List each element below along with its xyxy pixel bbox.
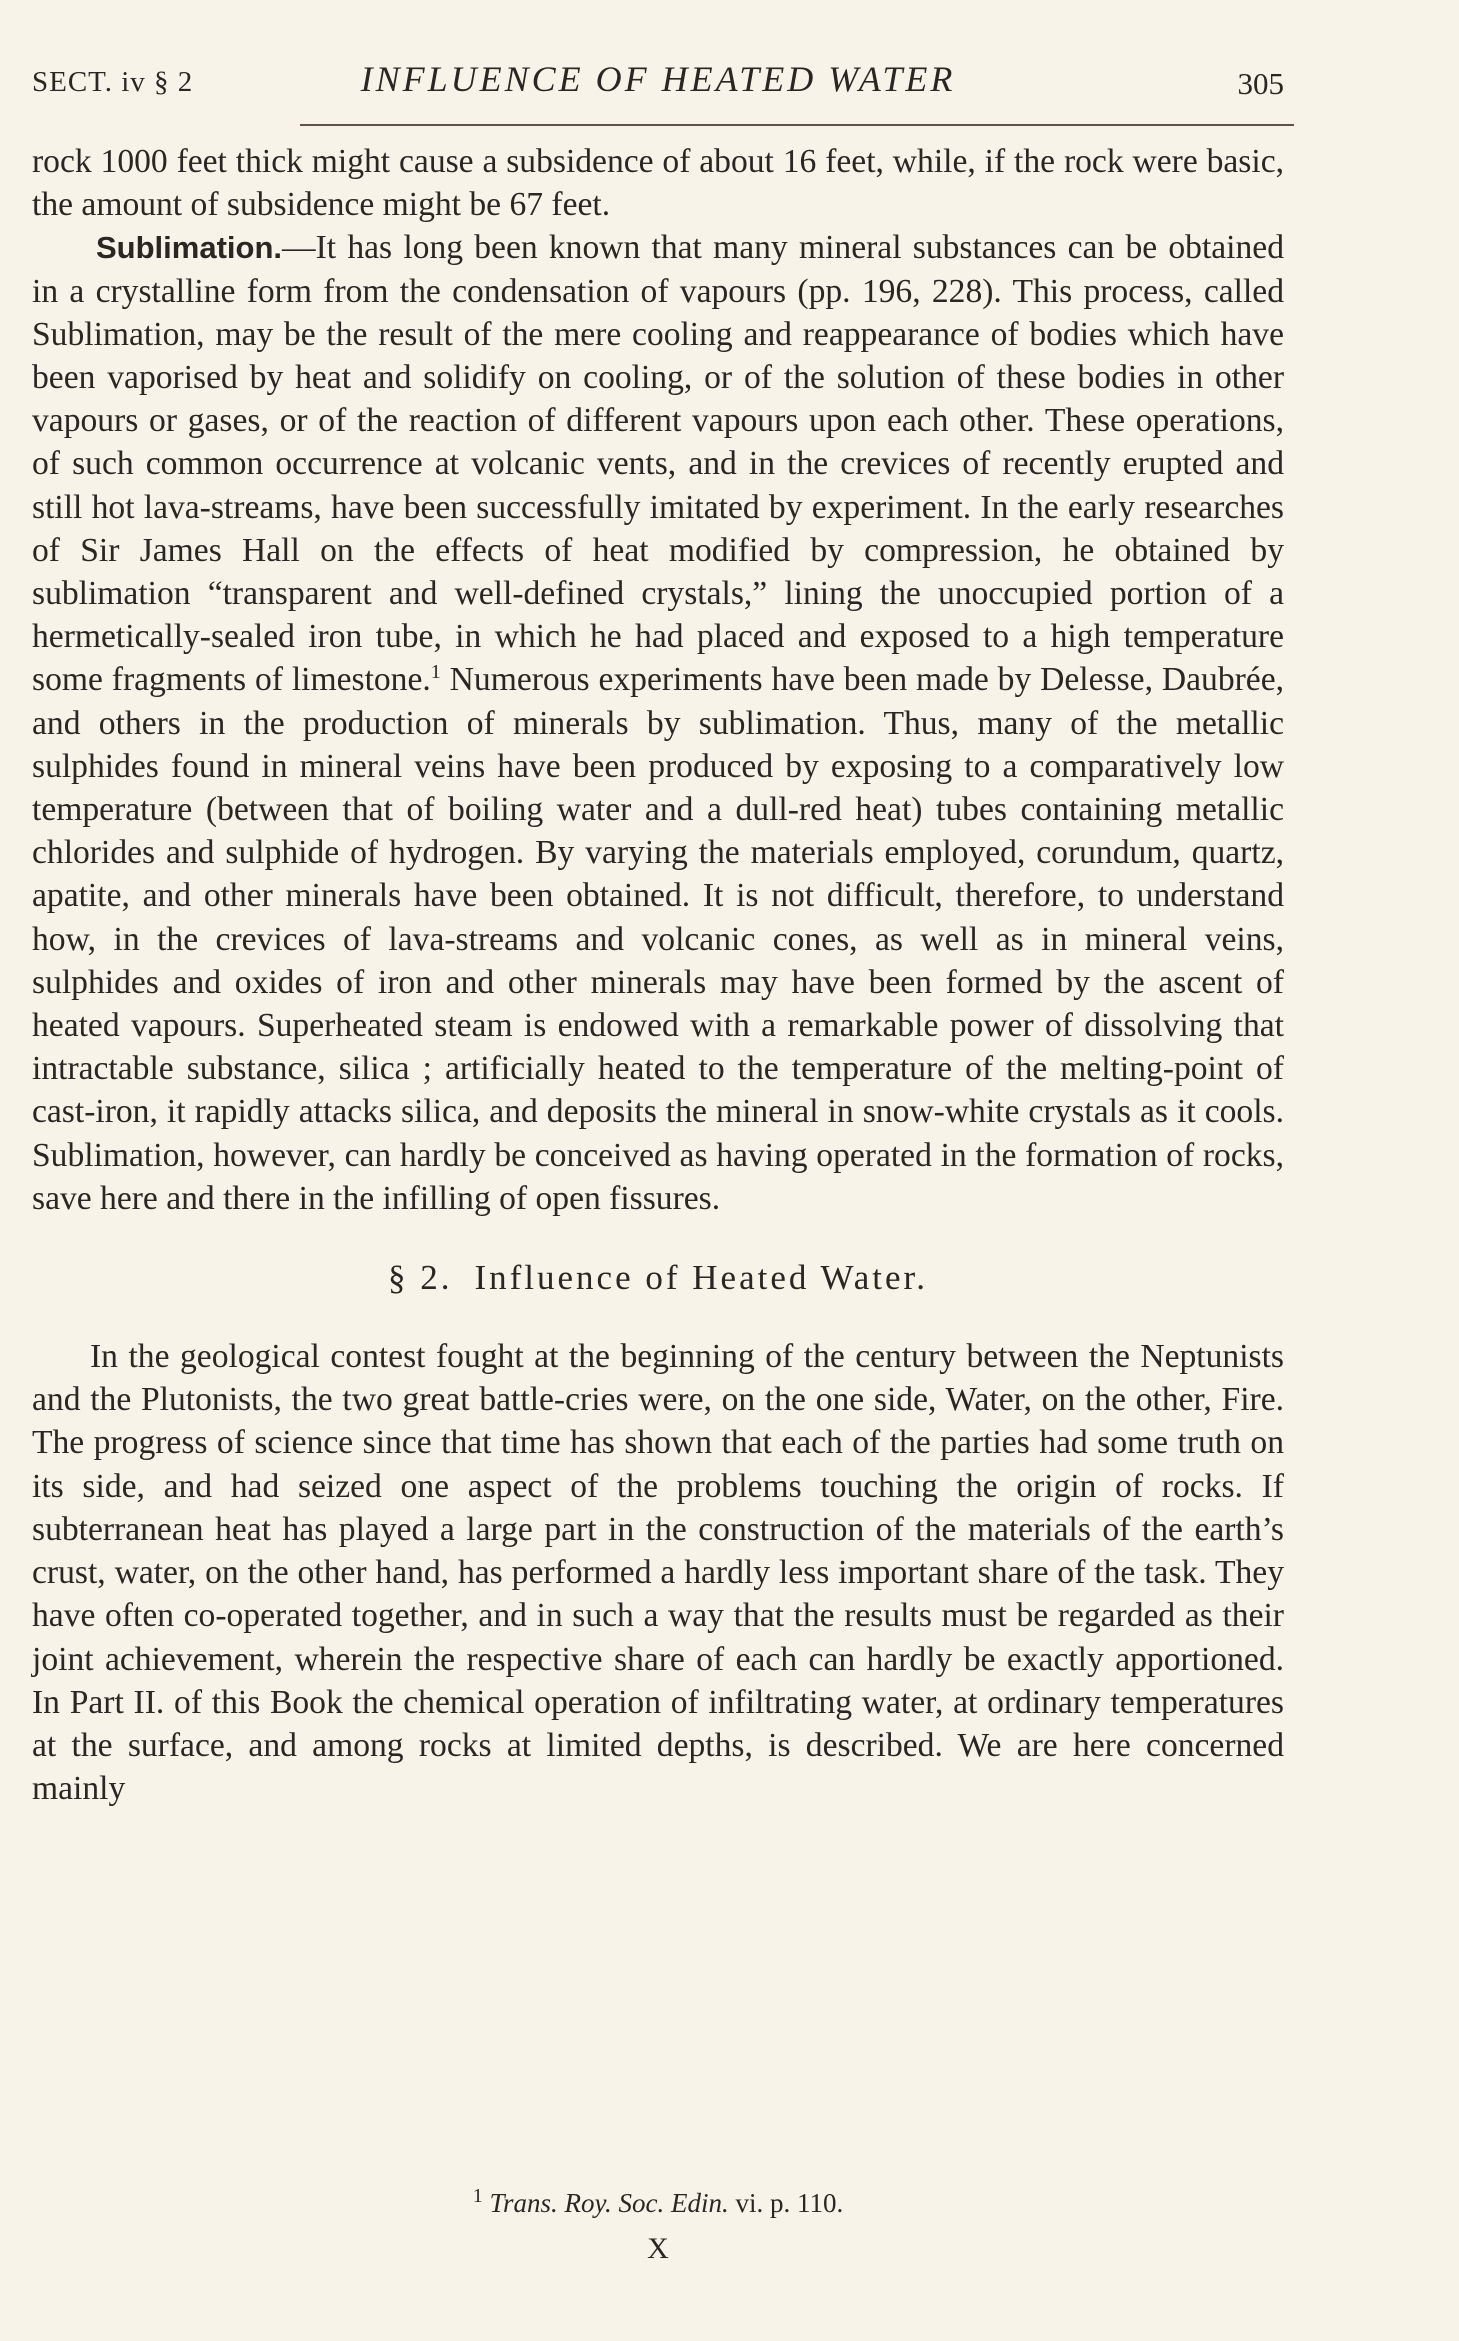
paragraph-heated-water: In the geological contest fought at the beginning of the century between the Neptunists and the Plutonists, the two great battle-cries were, on the one side, Water, on the other, Fire. The progress of science since that time has shown that each of the parties had some truth on its side, and had seized one aspect of the problems touching the origin of rocks. If subterranean heat has played a large part in the construction of the materials of the earth’s crust, water, on the other hand, has performed a hardly less important share of the task. They have often co-operated together, and in such a way that the results must be regarded as their joint achievement, wherein the respective share of each can hardly be exactly apportioned. In Part II. of this Book the chemical operation of infiltrating water, at ordinary temperatures at the surface, and among rocks at limited depths, is described. We are here concerned mainly [32,1338,1284,1808]
page-number: 305 [1237,66,1284,101]
footnote-marker: 1 [472,2185,483,2207]
section-reference: SECT. iv § 2 [32,66,194,98]
section-number: § 2. [387,1258,453,1298]
sublimation-text-part2: Numerous experiments have been made by Delesse, Daubrée, and others in the production of minerals by sublimation. Thus, many of the metallic sulphides found in mineral veins have been produced by exposing to a comparatively low temperature (between that of boiling water and a dull-red heat) tubes containing metallic chlorides and sulphide of hydrogen. By varying the materials employed, corundum, quartz, apatite, and other minerals have been obtained. It is not difficult, therefore, to understand how, in the crevices of lava-streams and volcanic cones, as well as in mineral veins, sulphides and oxides of iron and other minerals may have been formed by the ascent of heated vapours. Superheated steam is endowed with a remarkable power of dissolving that intractable substance, silica ; artificially heated to the temperature of the melting-point of cast-iron, it rapidly attacks silica, and deposits the mineral in snow-white crystals as it cools. Sublimation, however, can hardly be conceived as having operated in the formation of rocks, save here and there in the infilling of open fissures. [32,661,1284,1217]
footnote-reference-text: vi. p. 110. [735,2188,844,2218]
signature-mark: X [647,2232,669,2265]
footnote-citation: Trans. Roy. Soc. Edin. [489,2188,729,2218]
footnote [32,2185,1284,2219]
running-header [32,52,1284,112]
sublimation-text-part1: —It has long been known that many mineral substances can be obtained in a crystalline form from the condensation of vapours (pp. 196, 228). This process, called Sublimation, may be the result of the mere cooling and reappearance of bodies which have been vaporised by heat and solidify on cooling, or of the solution of these bodies in other vapours or gases, or of the reaction of different vapours upon each other. These operations, of such common occurrence at volcanic vents, and in the crevices of recently erupted and still hot lava-streams, have been successfully imitated by experiment. In the early researches of Sir James Hall on the effects of heat modified by compression, he obtained by sublimation “transparent and well-defined crystals,” lining the unoccupied portion of a hermetically-sealed iron tube, in which he had placed and exposed to a high temperature some fragments of limestone. [32,229,1284,699]
header-rule [300,124,1294,126]
section-title: Influence of Heated Water. [474,1258,928,1298]
sidehead-sublimation: Sublimation. [96,230,282,266]
paragraph-sublimation [32,226,1284,1220]
section-heading [32,1256,1284,1299]
page-body [32,140,1284,1810]
paragraph-subsidence: rock 1000 feet thick might cause a subsidence of about 16 feet, while, if the rock were basic, the amount of subsidence might be 67 feet. [32,143,1284,224]
footnote-reference: 1 [430,661,441,684]
running-title: INFLUENCE OF HEATED WATER [360,59,956,99]
